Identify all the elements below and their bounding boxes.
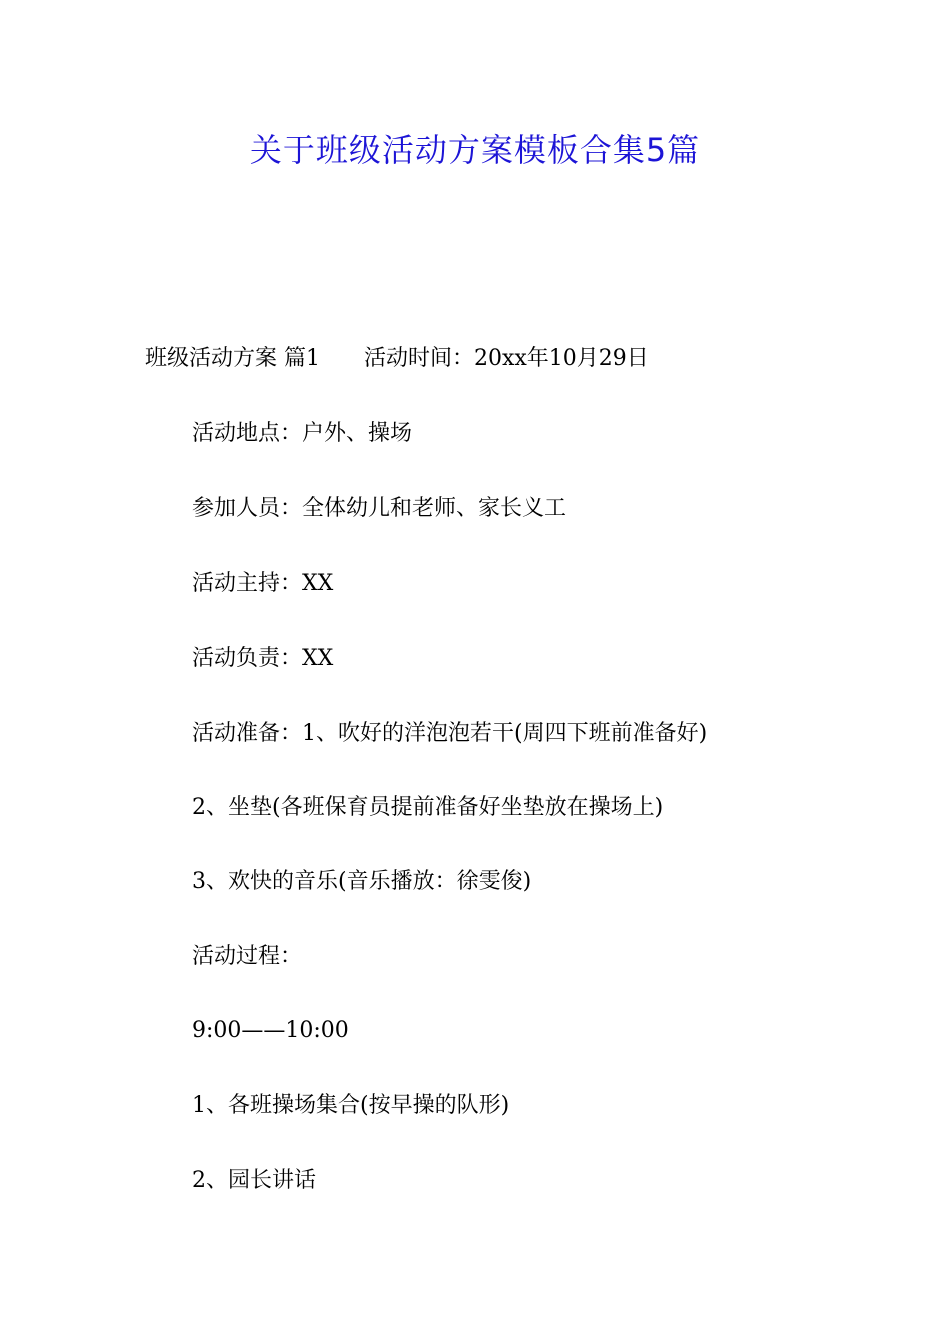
process-step-1: 1、各班操场集合(按早操的队形): [192, 1093, 510, 1118]
activity-responsible: 活动负责：XX: [192, 646, 334, 671]
section-heading: 班级活动方案 篇1: [145, 346, 320, 371]
activity-preparation: 活动准备：1、吹好的洋泡泡若干(周四下班前准备好): [192, 721, 708, 746]
document-title: 关于班级活动方案模板合集5篇: [249, 131, 701, 169]
preparation-item-2: 2、坐垫(各班保育员提前准备好坐垫放在操场上): [192, 795, 664, 820]
preparation-item-3: 3、欢快的音乐(音乐播放：徐雯俊): [192, 869, 532, 894]
process-step-2: 2、园长讲话: [192, 1168, 316, 1193]
participants: 参加人员：全体幼儿和老师、家长义工: [192, 496, 567, 521]
activity-location: 活动地点：户外、操场: [192, 421, 413, 446]
activity-time: 活动时间：20xx年10月29日: [364, 346, 649, 371]
process-time-range: 9:00——10:00: [192, 1018, 349, 1043]
first-line: [145, 344, 649, 374]
activity-process-heading: 活动过程：: [192, 944, 303, 969]
activity-host: 活动主持：XX: [192, 571, 334, 596]
